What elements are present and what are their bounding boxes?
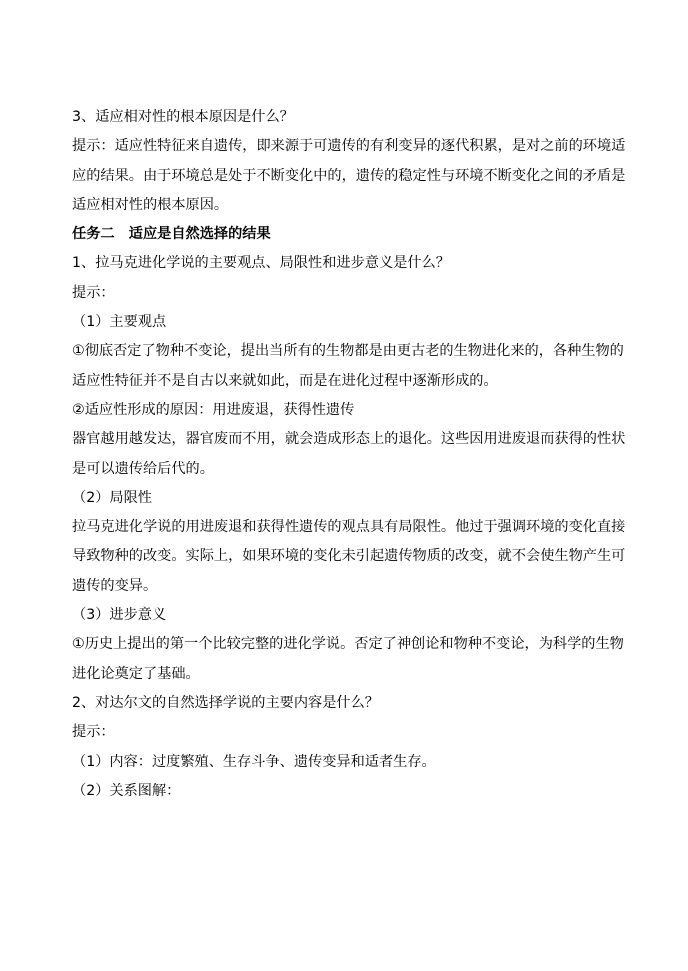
document-page — [72, 103, 626, 806]
hint-label-1: 提示： — [72, 284, 115, 301]
significance-line-1: ①历史上提出的第一个比较完整的进化学说。否定了神创论和物种不变论，为科学的生物 — [72, 636, 624, 653]
main-points-para-1-line-1: ①彻底否定了物种不变论，提出当所有的生物都是由更古老的生物进化来的，各种生物的 — [72, 343, 624, 360]
section-limitations-title: （2）局限性 — [72, 489, 152, 506]
task-2-heading: 任务二 适应是自然选择的结果 — [72, 226, 271, 243]
question-3: 3、适应相对性的根本原因是什么？ — [72, 109, 294, 125]
limitations-line-1: 拉马克进化学说的用进废退和获得性遗传的观点具有局限性。他过于强调环境的变化直接 — [72, 519, 626, 536]
hint-label-2: 提示： — [72, 724, 115, 741]
question-3-answer-line-2: 应的结果。由于环境总是处于不断变化中的，遗传的稳定性与环境不断变化之间的矛盾是 — [72, 167, 626, 184]
darwin-diagram-label: （2）关系图解： — [72, 782, 181, 799]
question-3-answer-line-1: 提示：适应性特征来自遗传，即来源于可遗传的有利变异的逐代积累，是对之前的环境适 — [72, 138, 626, 155]
limitations-line-3: 遗传的变异。 — [72, 577, 158, 594]
main-points-para-3-line-2: 是可以遗传给后代的。 — [72, 460, 214, 477]
limitations-line-2: 导致物种的改变。实际上，如果环境的变化未引起遗传物质的改变，就不会使生物产生可 — [72, 548, 626, 565]
main-points-para-2: ②适应性形成的原因：用进废退，获得性遗传 — [72, 401, 355, 418]
significance-line-2: 进化论奠定了基础。 — [72, 665, 200, 682]
darwin-content: （1）内容：过度繁殖、生存斗争、遗传变异和适者生存。 — [72, 753, 436, 770]
section-significance-title: （3）进步意义 — [72, 607, 167, 624]
question-2: 2、对达尔文的自然选择学说的主要内容是什么？ — [72, 694, 379, 711]
section-main-points-title: （1）主要观点 — [72, 314, 167, 331]
main-points-para-1-line-2: 适应性特征并不是自古以来就如此，而是在进化过程中逐渐形成的。 — [72, 372, 498, 389]
question-1: 1、拉马克进化学说的主要观点、局限性和进步意义是什么？ — [72, 255, 450, 272]
question-3-answer-line-3: 适应相对性的根本原因。 — [72, 196, 229, 213]
main-points-para-3-line-1: 器官越用越发达，器官废而不用，就会造成形态上的退化。这些因用进废退而获得的性状 — [72, 431, 626, 448]
